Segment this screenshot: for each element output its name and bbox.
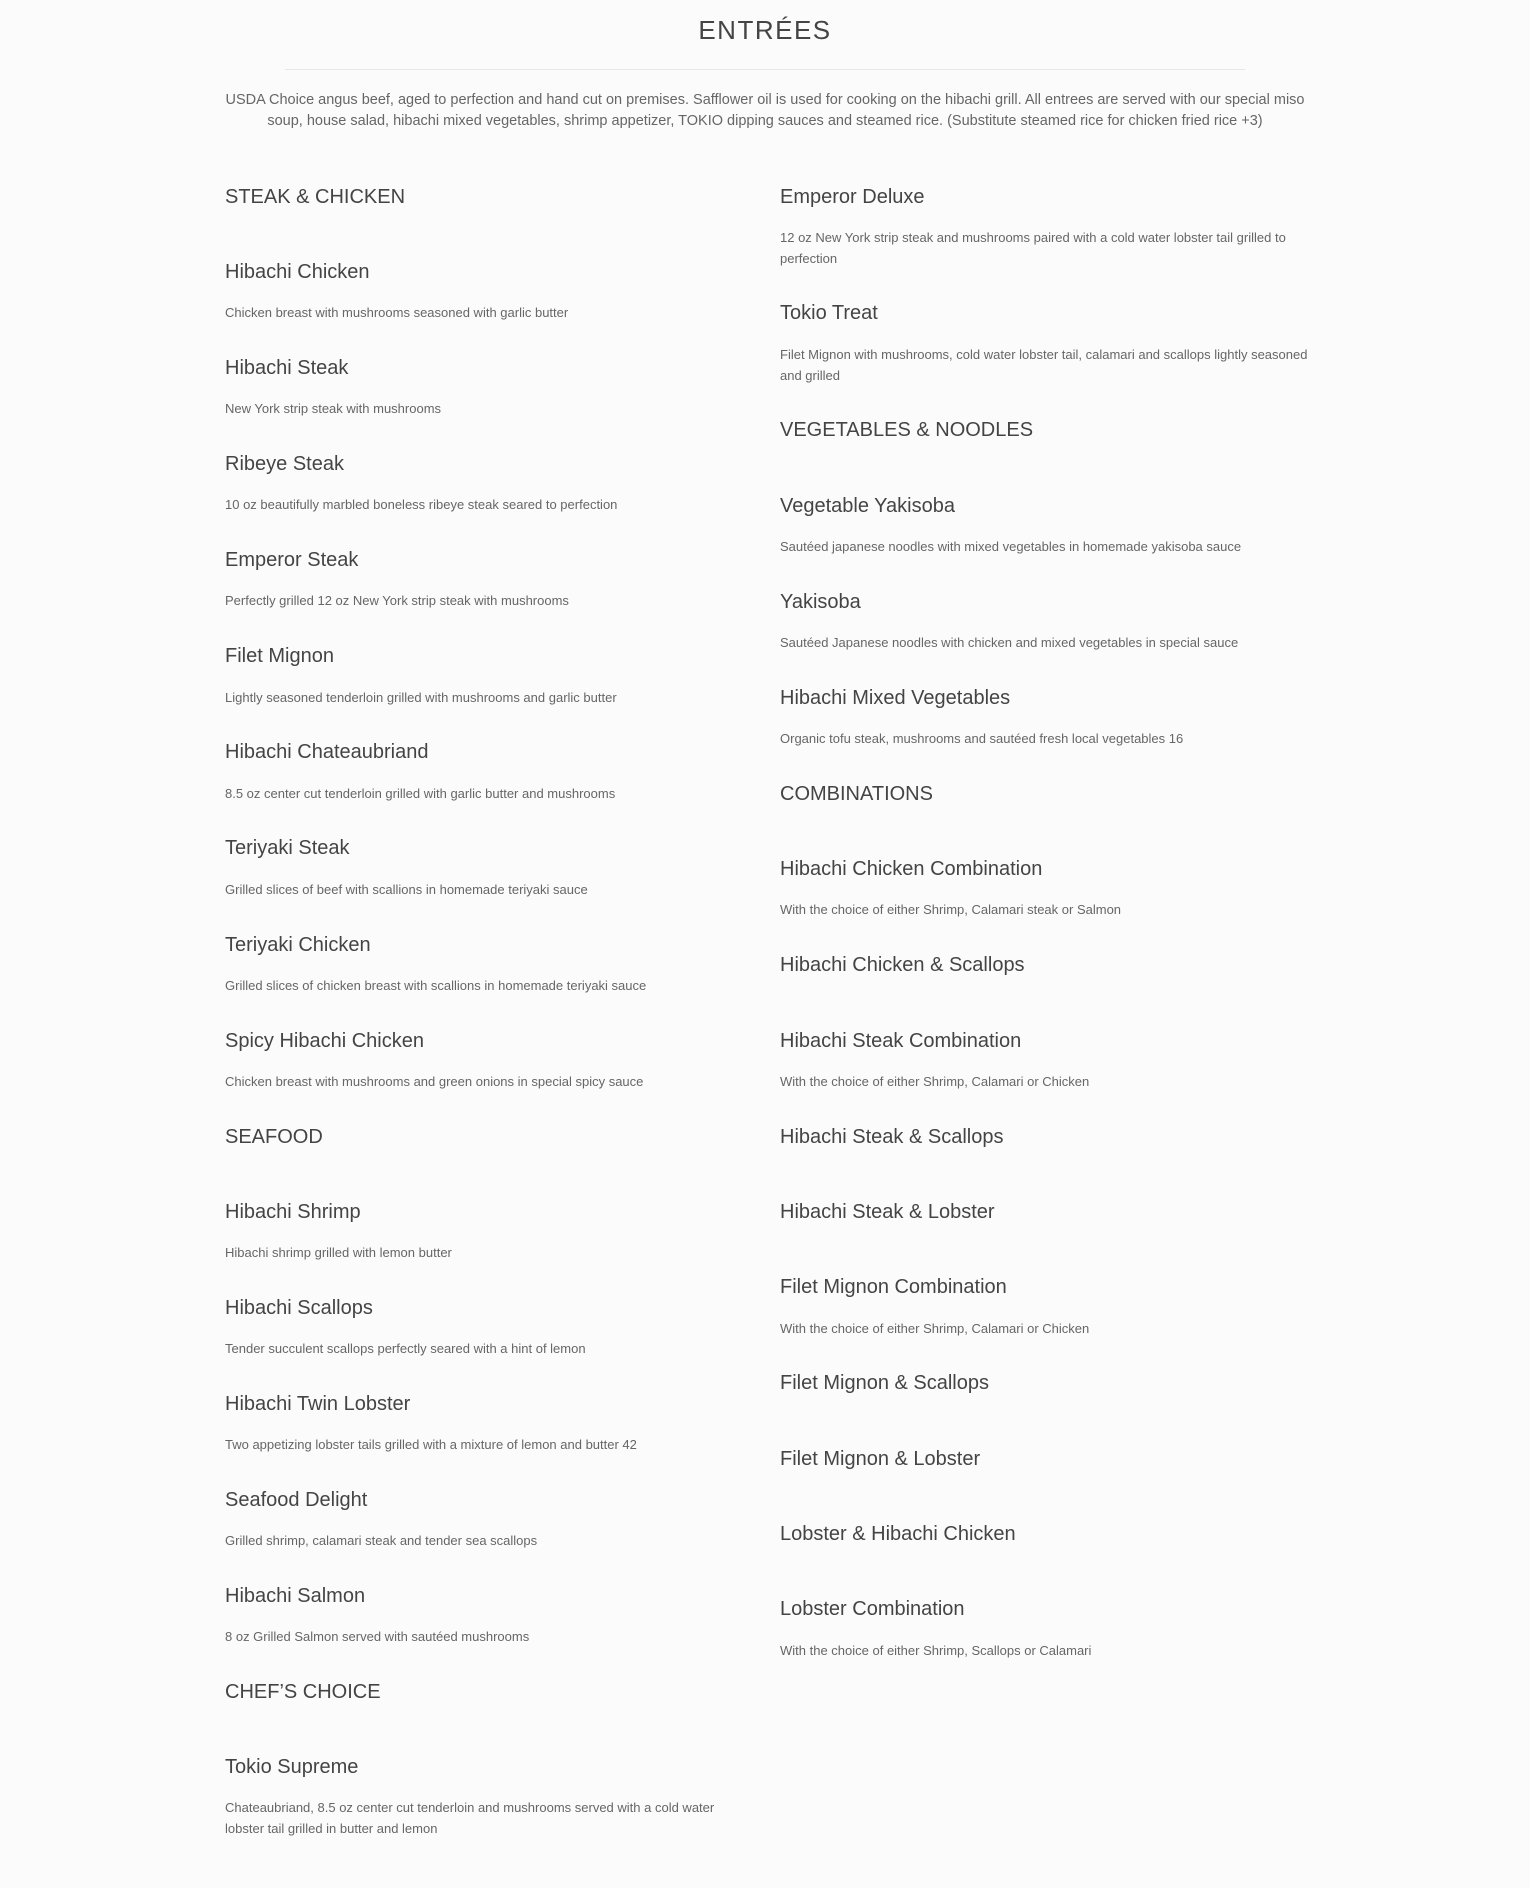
intro-text: USDA Choice angus beef, aged to perfection and hand cut on premises. Safflower oil is used for cooking on the hibachi grill. All entrees are served with our special miso soup, house salad, hibachi mixed vegetables, shrimp appetizer, TOKIO dipping sauces and steamed rice. (Substitute steamed rice for chicken fried rice +3): [225, 92, 1305, 129]
menu-item-description: Lightly seasoned tenderloin grilled with mushrooms and garlic butter: [225, 690, 617, 705]
menu-item-name: Hibachi Scallops: [225, 1297, 373, 1319]
menu-item-name: Hibachi Twin Lobster: [225, 1393, 411, 1415]
menu-item-description: Hibachi shrimp grilled with lemon butter: [225, 1245, 452, 1260]
title-divider: [285, 69, 1245, 70]
section-heading-combinations: COMBINATIONS: [780, 783, 933, 805]
menu-item-description: Chicken breast with mushrooms seasoned with garlic butter: [225, 305, 569, 320]
menu-item-description: With the choice of either Shrimp, Calamari or Chicken: [780, 1321, 1090, 1336]
menu-item-name: Filet Mignon: [225, 645, 334, 667]
menu-item-description: Tender succulent scallops perfectly seared with a hint of lemon: [225, 1341, 586, 1356]
section-heading-seafood: SEAFOOD: [225, 1126, 323, 1148]
menu-item-description: 8 oz Grilled Salmon served with sautéed mushrooms: [225, 1629, 530, 1644]
menu-item-name: Spicy Hibachi Chicken: [225, 1030, 424, 1052]
menu-item-name: Lobster Combination: [780, 1598, 965, 1620]
menu-item-name: Teriyaki Chicken: [225, 934, 371, 956]
menu-item-name: Yakisoba: [780, 591, 861, 613]
menu-item-name: Seafood Delight: [225, 1489, 368, 1511]
menu-item-name: Tokio Treat: [780, 302, 878, 324]
menu-item-name: Emperor Deluxe: [780, 186, 925, 208]
menu-item-name: Hibachi Salmon: [225, 1585, 366, 1607]
menu-item-name: Hibachi Chicken: [225, 261, 370, 283]
menu-item-name: Hibachi Steak & Scallops: [780, 1126, 1004, 1148]
menu-item-description: Filet Mignon with mushrooms, cold water lobster tail, calamari and scallops lightly seasoned and grilled: [780, 347, 1308, 383]
menu-item-description: 10 oz beautifully marbled boneless ribeye steak seared to perfection: [225, 497, 618, 512]
menu-item-name: Hibachi Chicken & Scallops: [780, 954, 1025, 976]
menu-item-name: Filet Mignon Combination: [780, 1276, 1007, 1298]
menu-item-description: Two appetizing lobster tails grilled with a mixture of lemon and butter 42: [225, 1437, 637, 1452]
menu-item-description: 12 oz New York strip steak and mushrooms paired with a cold water lobster tail grilled to perfection: [780, 230, 1286, 266]
section-heading-vegetables-noodles: VEGETABLES & NOODLES: [780, 419, 1034, 441]
menu-item-name: Tokio Supreme: [225, 1756, 359, 1778]
menu-item-description: 8.5 oz center cut tenderloin grilled with garlic butter and mushrooms: [225, 786, 616, 801]
menu-item-name: Hibachi Steak & Lobster: [780, 1201, 995, 1223]
menu-item-description: New York strip steak with mushrooms: [225, 401, 442, 416]
section-heading-steak-chicken: STEAK & CHICKEN: [225, 186, 406, 208]
menu-item-description: Perfectly grilled 12 oz New York strip steak with mushrooms: [225, 593, 569, 608]
menu-item-description: Organic tofu steak, mushrooms and sautéed fresh local vegetables 16: [780, 731, 1184, 746]
menu-item-name: Vegetable Yakisoba: [780, 495, 955, 517]
menu-item-name: Hibachi Steak: [225, 357, 349, 379]
page-title: ENTRÉES: [698, 15, 832, 45]
menu-item-name: Hibachi Chateaubriand: [225, 741, 429, 763]
menu-item-description: With the choice of either Shrimp, Scallops or Calamari: [780, 1643, 1092, 1658]
menu-item-name: Filet Mignon & Scallops: [780, 1372, 989, 1394]
section-heading-chefs-choice: CHEF’S CHOICE: [225, 1681, 381, 1703]
menu-item-name: Filet Mignon & Lobster: [780, 1448, 981, 1470]
menu-item-name: Emperor Steak: [225, 549, 359, 571]
menu-item-name: Hibachi Shrimp: [225, 1201, 361, 1223]
menu-item-name: Lobster & Hibachi Chicken: [780, 1523, 1016, 1545]
menu-item-name: Ribeye Steak: [225, 453, 344, 475]
menu-item-description: Grilled shrimp, calamari steak and tender sea scallops: [225, 1533, 538, 1548]
menu-item-description: Chateaubriand, 8.5 oz center cut tenderloin and mushrooms served with a cold water lobster tail grilled in butter and lemon: [225, 1800, 715, 1836]
menu-item-name: Hibachi Chicken Combination: [780, 858, 1043, 880]
menu-item-description: Sautéed japanese noodles with mixed vegetables in homemade yakisoba sauce: [780, 539, 1242, 554]
menu-item-description: Grilled slices of chicken breast with scallions in homemade teriyaki sauce: [225, 978, 647, 993]
menu-item-description: Chicken breast with mushrooms and green onions in special spicy sauce: [225, 1074, 644, 1089]
menu-item-description: With the choice of either Shrimp, Calamari or Chicken: [780, 1074, 1090, 1089]
menu-item-description: With the choice of either Shrimp, Calamari steak or Salmon: [780, 902, 1122, 917]
menu-item-description: Sautéed Japanese noodles with chicken and mixed vegetables in special sauce: [780, 635, 1239, 650]
menu-item-name: Teriyaki Steak: [225, 837, 350, 859]
menu-item-description: Grilled slices of beef with scallions in homemade teriyaki sauce: [225, 882, 588, 897]
menu-item-name: Hibachi Mixed Vegetables: [780, 687, 1011, 709]
menu-item-name: Hibachi Steak Combination: [780, 1030, 1022, 1052]
